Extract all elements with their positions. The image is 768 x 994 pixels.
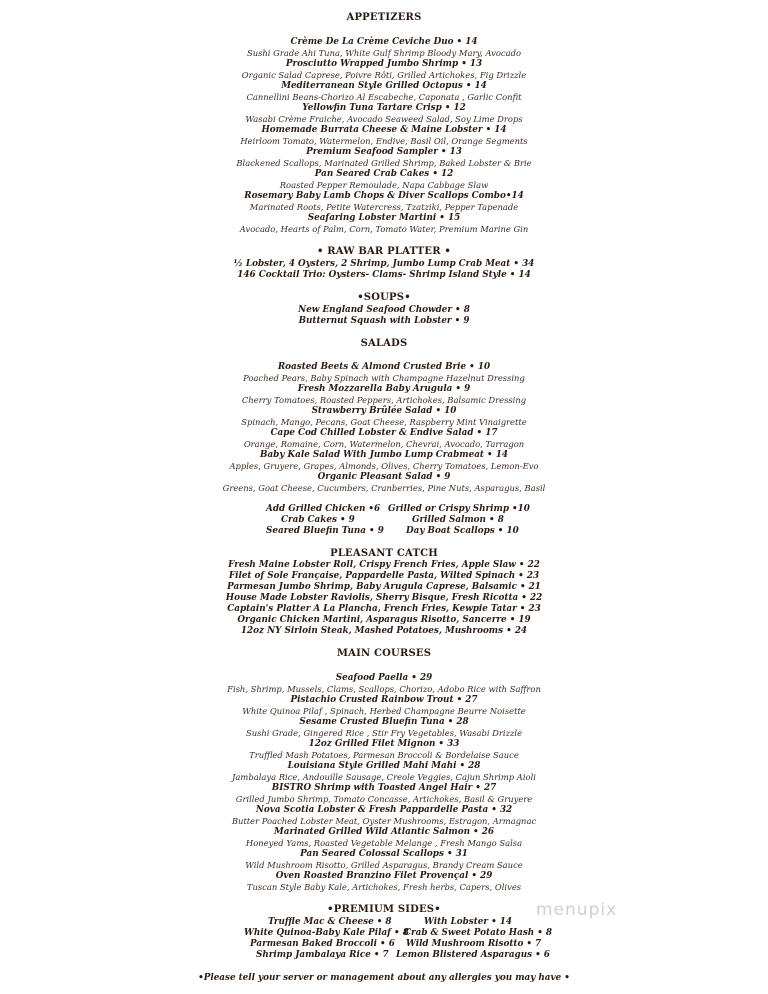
menu-item-title: BISTRO Shrimp with Toasted Angel Hair • 27 (271, 783, 497, 793)
menu-item-description: Tuscan Style Baby Kale, Artichokes, Fresh herbs, Capers, Olives (246, 882, 522, 892)
menu-item-title: Oven Roasted Branzino Filet Provençal • 29 (275, 871, 493, 881)
menu-item-description: Honeyed Yams, Roasted Vegetable Melange , Fresh Mango Salsa (245, 838, 523, 848)
menu-item-description: Cannellini Beans-Chorizo Al Escabeche, Caponata , Garlic Confit (246, 92, 522, 102)
menu-item-description: Organic Salad Caprese, Poivre Rôti, Grilled Artichokes, Fig Drizzle (241, 70, 527, 80)
side-item: Parmesan Baked Broccoli • 6 (250, 939, 395, 949)
pleasant-catch-heading: PLEASANT CATCH (330, 548, 438, 559)
menu-item-title: Homemade Burrata Cheese & Maine Lobster • 14 (261, 125, 507, 135)
menu-item-description: Wild Mushroom Risotto, Grilled Asparagus, Brandy Cream Sauce (245, 860, 523, 870)
menu-item-description: Blackened Scallops, Marinated Grilled Shrimp, Baked Lobster & Brie (236, 158, 532, 168)
catch-item: Fresh Maine Lobster Roll, Crispy French Fries, Apple Slaw • 22 (228, 560, 540, 570)
menu-item-description: Sushi Grade Ahi Tuna, White Gulf Shrimp Bloody Mary, Avocado (246, 48, 522, 58)
menu-item-description: Greens, Goat Cheese, Cucumbers, Cranberries, Pine Nuts, Asparagus, Basil (222, 483, 546, 493)
menu-item-title: Louisiana Style Grilled Mahi Mahi • 28 (287, 761, 481, 771)
menu-item-title: Crème De La Crème Ceviche Duo • 14 (290, 37, 478, 47)
raw-bar-item: 146 Cocktail Trio: Oysters- Clams- Shrimp Island Style • 14 (237, 270, 531, 280)
menu-item-description: Fish, Shrimp, Mussels, Clams, Scallops, Chorizo, Adobo Rice with Saffron (227, 684, 541, 694)
catch-item: Filet of Sole Française, Pappardelle Pasta, Wilted Spinach • 23 (228, 571, 540, 581)
menu-item-description: Poached Pears, Baby Spinach with Champagne Hazelnut Dressing (243, 373, 525, 383)
menu-item-title: Yellowfin Tuna Tartare Crisp • 12 (302, 103, 466, 113)
menu-item-description: Orange, Romaine, Corn, Watermelon, Chevrai, Avocado, Tarragon (243, 439, 525, 449)
menu-item-description: Avocado, Hearts of Palm, Corn, Tomato Water, Premium Marine Gin (239, 224, 529, 234)
soups-heading: •SOUPS• (357, 292, 411, 303)
menupix-watermark: menupix (536, 900, 618, 920)
menu-item-description: Grilled Jumbo Shrimp, Tomato Concasse, Artichokes, Basil & Gruyere (235, 794, 533, 804)
menu-item-title: Pan Seared Crab Cakes • 12 (314, 169, 454, 179)
menu-item-description: Sushi Grade, Gingered Rice , Stir Fry Vegetables, Wasabi Drizzle (245, 728, 523, 738)
menu-item-title: 12oz Grilled Filet Mignon • 33 (308, 739, 460, 749)
side-item: Wild Mushroom Risotto • 7 (406, 939, 542, 949)
menu-item-title: Organic Pleasant Salad • 9 (317, 472, 451, 482)
menu-item-title: Prosciutto Wrapped Jumbo Shrimp • 13 (285, 59, 483, 69)
salads-heading: SALADS (360, 338, 408, 349)
menu-item-title: Sesame Crusted Bluefin Tuna • 28 (299, 717, 469, 727)
catch-item: 12oz NY Sirloin Steak, Mashed Potatoes, Mushrooms • 24 (240, 626, 528, 636)
menu-item-title: Seafaring Lobster Martini • 15 (307, 213, 461, 223)
menu-item-title: Mediterranean Style Grilled Octopus • 14 (281, 81, 487, 91)
catch-item: Captain's Platter A La Plancha, French Fries, Kewpie Tatar • 23 (227, 604, 541, 614)
salad-addon: Crab Cakes • 9 (281, 515, 355, 525)
soup-item: New England Seafood Chowder • 8 (298, 305, 470, 315)
raw-bar-item: ½ Lobster, 4 Oysters, 2 Shrimp, Jumbo Lump Crab Meat • 34 (233, 259, 535, 269)
menu-item-description: Butter Poached Lobster Meat, Oyster Mushrooms, Estragon, Armagnac (231, 816, 537, 826)
menu-item-description: Spinach, Mango, Pecans, Goat Cheese, Raspberry Mint Vinaigrette (241, 417, 527, 427)
menu-item-title: Pistachio Crusted Rainbow Trout • 27 (290, 695, 478, 705)
menu-item-description: Roasted Pepper Remoulade, Napa Cabbage Slaw (279, 180, 489, 190)
menu-item-title: Marinated Grilled Wild Atlantic Salmon • 26 (274, 827, 494, 837)
menu-item-description: Heirloom Tomato, Watermelon, Endive, Basil Oil, Orange Segments (240, 136, 528, 146)
menu-item-description: White Quinoa Pilaf , Spinach, Herbed Champagne Beurre Noisette (242, 706, 526, 716)
menu-item-title: Baby Kale Salad With Jumbo Lump Crabmeat • 14 (260, 450, 508, 460)
menu-item-description: Marinated Roots, Petite Watercress, Tzatziki, Pepper Tapenade (249, 202, 519, 212)
raw-bar-heading: • RAW BAR PLATTER • (316, 246, 452, 257)
menu-item-title: Seafood Paella • 29 (335, 673, 433, 683)
main-courses-heading: MAIN COURSES (336, 648, 432, 659)
side-item: Crab & Sweet Potato Hash • 8 (404, 928, 553, 938)
catch-item: Parmesan Jumbo Shrimp, Baby Arugula Caprese, Balsamic • 21 (227, 582, 541, 592)
menu-item-description: Cherry Tomatoes, Roasted Peppers, Artichokes, Balsamic Dressing (241, 395, 527, 405)
menu-item-title: Cape Cod Chilled Lobster & Endive Salad • 17 (270, 428, 498, 438)
appetizers-heading: APPETIZERS (346, 12, 422, 23)
soup-item: Butternut Squash with Lobster • 9 (298, 316, 470, 326)
salad-addon: Grilled or Crispy Shrimp •10 (388, 504, 530, 514)
menu-item-title: Strawberry Brûlée Salad • 10 (311, 406, 457, 416)
salad-addon: Day Boat Scallops • 10 (406, 526, 519, 536)
menu-item-title: Nova Scotia Lobster & Fresh Pappardelle Pasta • 32 (255, 805, 513, 815)
menu-item-title: Premium Seafood Sampler • 13 (306, 147, 462, 157)
menu-item-description: Apples, Gruyere, Grapes, Almonds, Olives, Cherry Tomatoes, Lemon-Evo (229, 461, 539, 471)
catch-item: Organic Chicken Martini, Asparagus Risotto, Sancerre • 19 (237, 615, 531, 625)
menu-item-title: Fresh Mozzarella Baby Arugula • 9 (297, 384, 471, 394)
salad-addon: Grilled Salmon • 8 (412, 515, 504, 525)
side-item: Lemon Blistered Asparagus • 6 (396, 950, 550, 960)
menu-item-title: Rosemary Baby Lamb Chops & Diver Scallops Combo•14 (244, 191, 524, 201)
catch-item: House Made Lobster Raviolis, Sherry Bisque, Fresh Ricotta • 22 (225, 593, 543, 603)
side-item: Truffle Mac & Cheese • 8 (268, 917, 392, 927)
menu-item-title: Roasted Beets & Almond Crusted Brie • 10 (277, 362, 491, 372)
menu-item-description: Wasabi Crème Fraiche, Avocado Seaweed Salad, Soy Lime Drops (245, 114, 523, 124)
salad-addon: Seared Bluefin Tuna • 9 (266, 526, 384, 536)
side-item: White Quinoa-Baby Kale Pilaf • 8 (244, 928, 409, 938)
salad-addon: Add Grilled Chicken •6 (266, 504, 381, 514)
menu-item-description: Jambalaya Rice, Andouille Sausage, Creole Veggies, Cajun Shrimp Aioli (232, 772, 536, 782)
allergy-notice: •Please tell your server or management about any allergies you may have • (198, 973, 570, 983)
side-item: With Lobster • 14 (424, 917, 513, 927)
menu-item-title: Pan Seared Colossal Scallops • 31 (300, 849, 468, 859)
premium-sides-heading: •PREMIUM SIDES• (327, 904, 441, 915)
side-item: Shrimp Jambalaya Rice • 7 (256, 950, 389, 960)
menu-item-description: Truffled Mash Potatoes, Parmesan Broccoli & Bordelaise Sauce (249, 750, 519, 760)
